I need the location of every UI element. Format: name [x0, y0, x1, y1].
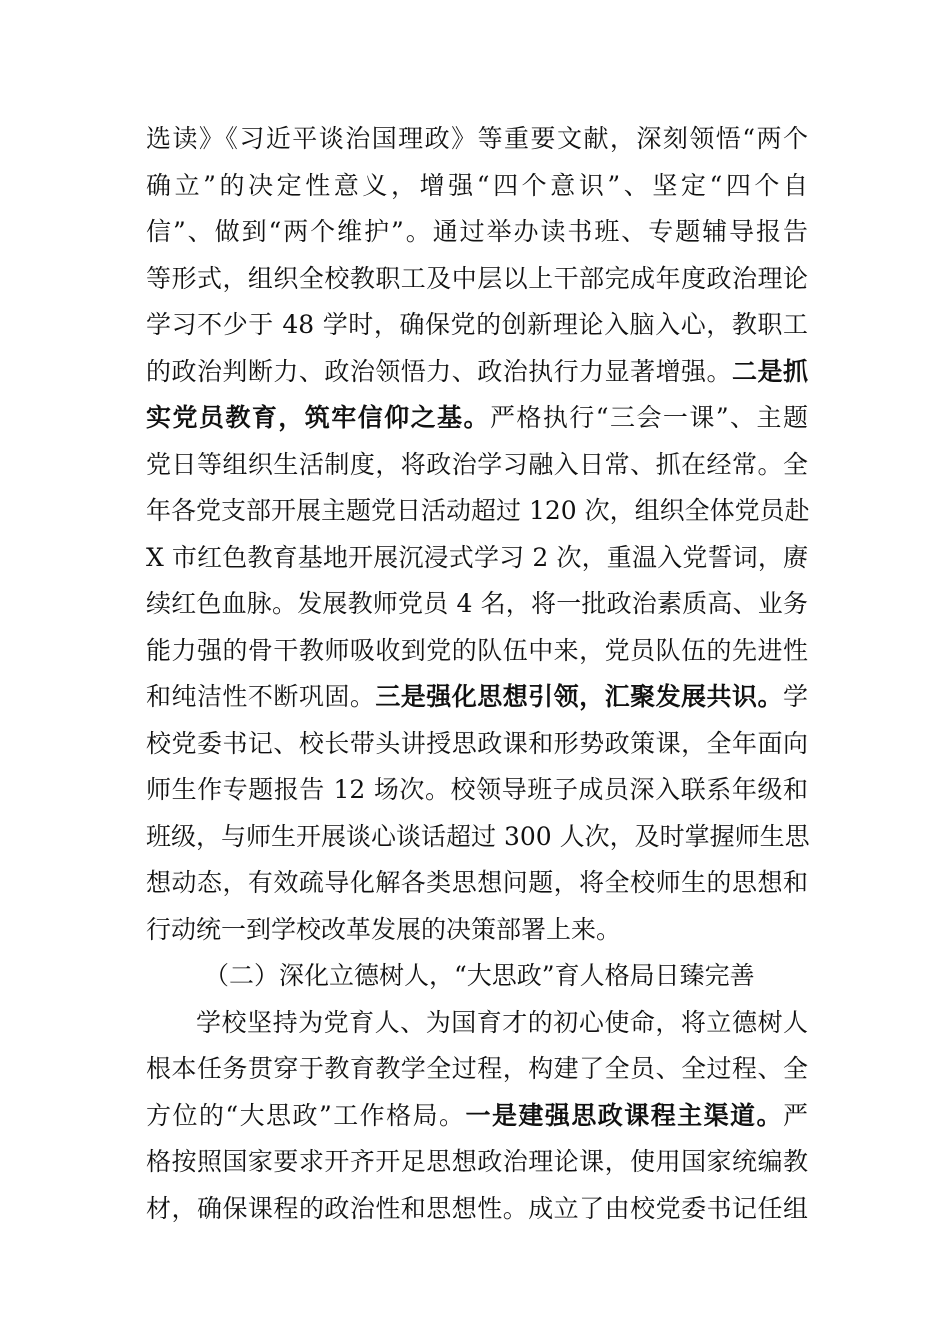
- text-line: [146, 721, 808, 768]
- text-run: 师生作专题报告 12 场次。校领导班子成员深入联系年级和: [146, 775, 808, 804]
- text-line: [146, 581, 808, 628]
- text-line: [146, 488, 808, 535]
- text-run: 等形式，组织全校教职工及中层以上干部完成年度政治理论: [146, 263, 808, 293]
- text-line: [146, 767, 808, 814]
- text-run: 严: [782, 1100, 808, 1130]
- text-line: [146, 395, 808, 442]
- text-line: [146, 860, 808, 907]
- text-run: 格按照国家要求开齐开足思想政治理论课，使用国家统编教: [146, 1147, 808, 1176]
- text-line: [146, 907, 808, 954]
- text-line: [146, 1186, 808, 1233]
- bold-phrase: 实党员教育，筑牢信仰之基。: [146, 403, 490, 432]
- text-line: [146, 628, 808, 675]
- section-heading: [146, 953, 808, 1000]
- text-run: 信”、做到“两个维护”。通过举办读书班、专题辅导报告: [146, 217, 808, 246]
- text-line: [146, 674, 808, 721]
- bold-phrase: 二是抓: [732, 356, 808, 386]
- text-run: 年各党支部开展主题党日活动超过 120 次，组织全体党员赴: [146, 496, 810, 525]
- text-run: X 市红色教育基地开展沉浸式学习 2 次，重温入党誓词，赓: [146, 542, 808, 572]
- text-line: [146, 535, 808, 582]
- text-line: [146, 116, 808, 163]
- text-run: （二）深化立德树人，“大思政”育人格局日臻完善: [204, 961, 755, 990]
- text-line: [146, 1000, 808, 1047]
- text-run: 根本任务贯穿于教育教学全过程，构建了全员、全过程、全: [146, 1054, 808, 1083]
- text-run: 学习不少于 48 学时，确保党的创新理论入脑入心，教职工: [146, 310, 808, 339]
- text-line: [146, 814, 808, 861]
- text-line: [146, 256, 808, 303]
- text-run: 的政治判断力、政治领悟力、政治执行力显著增强。: [146, 356, 733, 386]
- text-run: 方位的“大思政”工作格局。: [146, 1100, 466, 1130]
- text-run: 材，确保课程的政治性和思想性。成立了由校党委书记任组: [146, 1193, 808, 1223]
- text-line: [146, 209, 808, 256]
- text-line: [146, 163, 808, 210]
- text-run: 能力强的骨干教师吸收到党的队伍中来，党员队伍的先进性: [146, 635, 808, 665]
- text-line: [146, 1093, 808, 1140]
- text-run: 学校坚持为党育人、为国育才的初心使命，将立德树人: [196, 1007, 808, 1037]
- text-run: 班级，与师生开展谈心谈话超过 300 人次，及时掌握师生思: [146, 821, 810, 851]
- document-body: [146, 116, 808, 1232]
- text-line: [146, 442, 808, 489]
- text-run: 党日等组织生活制度，将政治学习融入日常、抓在经常。全: [146, 449, 808, 479]
- text-run: 行动统一到学校改革发展的决策部署上来。: [146, 914, 622, 944]
- text-run: 和纯洁性不断巩固。: [146, 682, 376, 711]
- bold-phrase: 一是建强思政课程主渠道。: [465, 1100, 783, 1130]
- text-run: 校党委书记、校长带头讲授思政课和形势政策课，全年面向: [146, 728, 808, 758]
- text-line: [146, 349, 808, 396]
- text-run: 选读》《习近平谈治国理政》等重要文献，深刻领悟“两个: [146, 124, 808, 153]
- text-line: [146, 1139, 808, 1186]
- text-run: 严格执行“三会一课”、主题: [489, 403, 808, 432]
- text-run: 学: [782, 682, 808, 711]
- text-run: 确立”的决定性意义，增强“四个意识”、坚定“四个自: [146, 170, 808, 200]
- text-run: 想动态，有效疏导化解各类思想问题，将全校师生的思想和: [146, 868, 808, 897]
- text-run: 续红色血脉。发展教师党员 4 名，将一批政治素质高、业务: [146, 589, 808, 618]
- text-line: [146, 1046, 808, 1093]
- bold-phrase: 三是强化思想引领，汇聚发展共识。: [375, 682, 783, 711]
- text-line: [146, 302, 808, 349]
